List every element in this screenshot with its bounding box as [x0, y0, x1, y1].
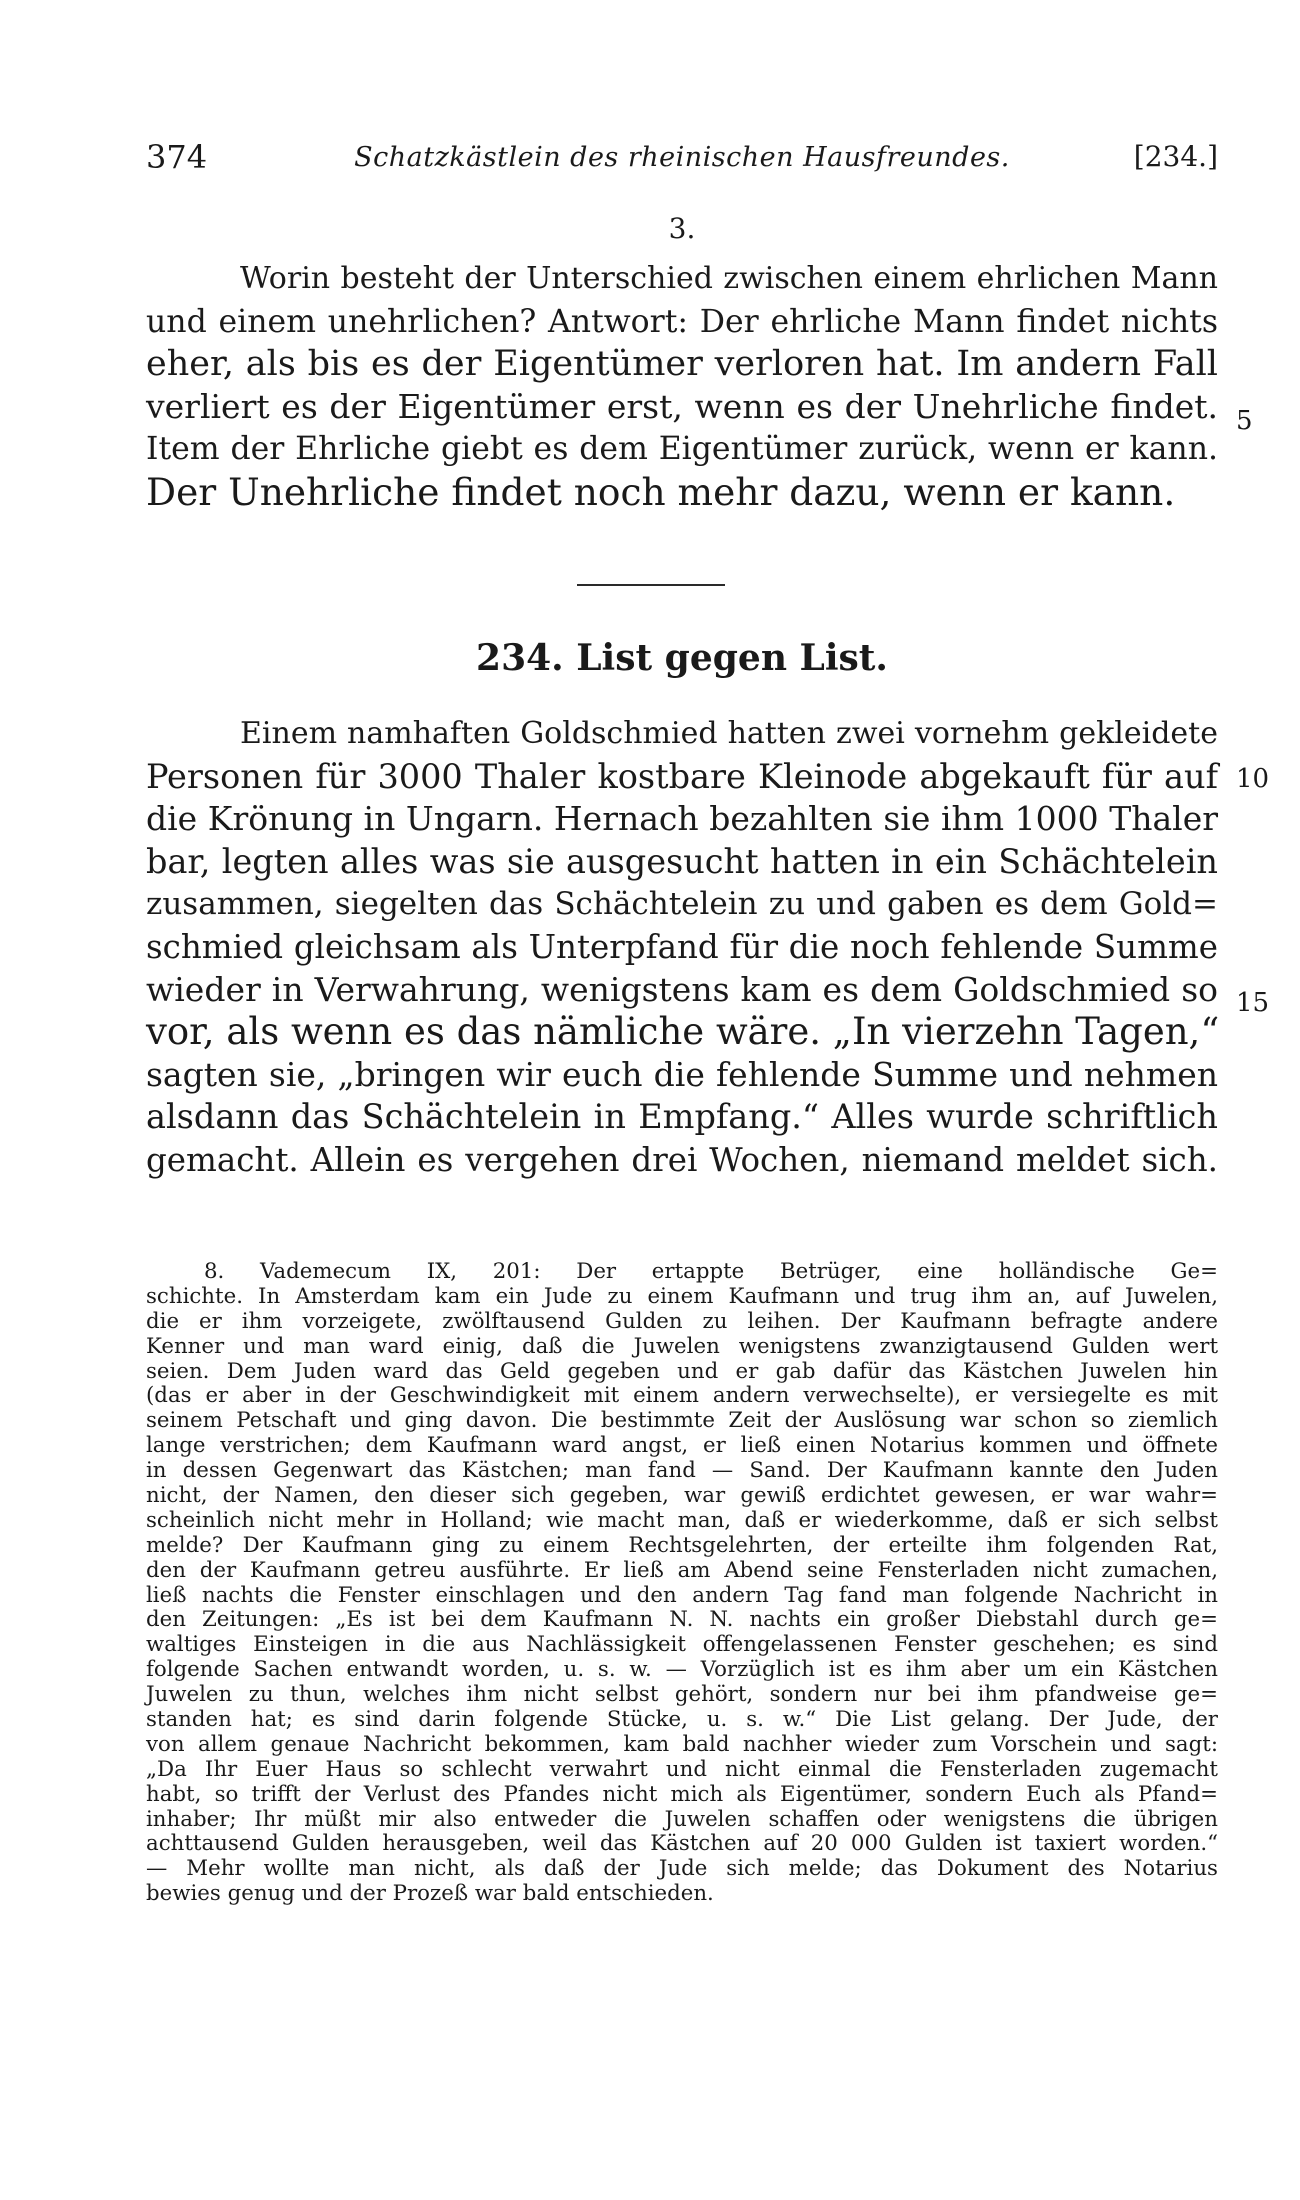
bracket-number: [234.]: [1133, 140, 1218, 173]
text-line: Item der Ehrliche giebt es dem Eigentümer zurück, wenn er kann.: [146, 431, 1218, 468]
footnote-line: schichte. In Amsterdam kam ein Jude zu einem Kaufmann und trug ihm an, auf Juwelen,: [146, 1283, 1218, 1309]
footnote-line: 8. Vademecum IX, 201: Der ertappte Betrüger, eine holländische Ge=: [204, 1259, 1218, 1284]
text-line: bar, legten alles was sie ausgesucht hatten in ein Schächtelein: [146, 841, 1218, 881]
page-header: [146, 138, 1218, 188]
footnote-line: folgende Sachen entwandt worden, u. s. w. — Vorzüglich ist es ihm aber um ein Kästchen: [146, 1657, 1218, 1683]
section-number: 3.: [668, 212, 696, 245]
text-line: wieder in Verwahrung, wenigstens kam es dem Goldschmied so: [146, 969, 1218, 1009]
footnote-line: nicht, der Namen, den dieser sich gegeben, war gewiß erdichtet gewesen, er war wahr=: [146, 1483, 1218, 1509]
footnote: [146, 1260, 1218, 1907]
text-line: Einem namhaften Goldschmied hatten zwei vornehm gekleidete: [240, 716, 1218, 751]
page-number: 374: [146, 138, 208, 176]
footnote-line: in dessen Gegenwart das Kästchen; man fand — Sand. Der Kaufmann kannte den Juden: [146, 1458, 1218, 1484]
footnote-line: Juwelen zu thun, welches ihm nicht selbst gehört, sondern nur bei ihm pfandweise ge=: [146, 1682, 1218, 1708]
footnote-line: den der Kaufmann getreu ausführte. Er ließ am Abend seine Fensterladen nicht zumachen,: [146, 1557, 1218, 1583]
text-line: sagten sie, „bringen wir euch die fehlende Summe und nehmen: [146, 1054, 1218, 1094]
section-title: 234. List gegen List.: [476, 637, 888, 679]
text-line: eher, als bis es der Eigentümer verloren hat. Im andern Fall: [146, 344, 1218, 385]
footnote-line: standen hat; es sind darin folgende Stücke, u. s. w.“ Die List gelang. Der Jude, der: [146, 1707, 1218, 1733]
text-line: vor, als wenn es das nämliche wäre. „In vierzehn Tagen,“: [146, 1010, 1220, 1054]
text-line: alsdann das Schächtelein in Empfang.“ Alles wurde schriftlich: [146, 1097, 1218, 1137]
text-line: zusammen, siegelten das Schächtelein zu und gaben es dem Gold=: [146, 886, 1218, 923]
footnote-line: scheinlich nicht mehr in Holland; wie macht man, daß er wiederkomme, daß er sich selbst: [146, 1507, 1218, 1533]
footnote-line: die er ihm vorzeigete, zwölftausend Gulden zu leihen. Der Kaufmann befragte andere: [146, 1308, 1218, 1334]
footnote-line: habt, so trifft der Verlust des Pfandes nicht mich als Eigentümer, sondern Euch als Pfand=: [146, 1781, 1218, 1807]
footnote-line: „Da Ihr Euer Haus so schlecht verwahrt und nicht einmal die Fensterladen zugemacht: [146, 1756, 1218, 1782]
margin-line-number: 15: [1236, 988, 1270, 1018]
footnote-line: Kenner und man ward einig, daß die Juwelen wenigstens zwanzigtausend Gulden wert: [146, 1333, 1218, 1359]
section-divider: [577, 584, 725, 586]
text-line: schmied gleichsam als Unterpfand für die noch fehlende Summe: [146, 927, 1218, 966]
footnote-line: seien. Dem Juden ward das Geld gegeben und er gab dafür das Kästchen Juwelen hin: [146, 1358, 1218, 1384]
text-line: Personen für 3000 Thaler kostbare Kleinode abgekauft für auf: [146, 756, 1218, 796]
text-line: verliert es der Eigentümer erst, wenn es der Unehrliche findet.: [146, 386, 1218, 426]
text-line: die Krönung in Ungarn. Hernach bezahlten sie ihm 1000 Thaler: [146, 799, 1218, 839]
text-line: Worin besteht der Unterschied zwischen einem ehrlichen Mann: [240, 261, 1218, 296]
footnote-line: von allem genaue Nachricht bekommen, kam bald nachher wieder zum Vorschein und sagt:: [146, 1731, 1218, 1757]
footnote-line: lange verstrichen; dem Kaufmann ward angst, er ließ einen Notarius kommen und öffnete: [146, 1433, 1218, 1459]
text-line: gemacht. Allein es vergehen drei Wochen, niemand meldet sich.: [146, 1140, 1218, 1179]
footnote-line: seinem Petschaft und ging davon. Die bestimmte Zeit der Auslösung war schon so ziemlich: [146, 1408, 1218, 1434]
text-line: und einem unehrlichen? Antwort: Der ehrliche Mann findet nichts: [146, 303, 1218, 340]
section-2-text: [146, 713, 1218, 1182]
footnote-line: melde? Der Kaufmann ging zu einem Rechtsgelehrten, der erteilte ihm folgenden Rat,: [146, 1532, 1218, 1558]
footnote-line: achttausend Gulden herausgeben, weil das Kästchen auf 20 000 Gulden ist taxiert worden.“: [146, 1831, 1218, 1857]
footnote-line: (das er aber in der Geschwindigkeit mit einem andern verwechselte), er versiegelte es mit: [146, 1383, 1218, 1409]
footnote-line: — Mehr wollte man nicht, als daß der Jude sich melde; das Dokument des Notarius: [146, 1856, 1218, 1882]
margin-line-number: 10: [1236, 764, 1270, 794]
footnote-line: inhaber; Ihr müßt mir also entweder die Juwelen schaffen oder wenigstens die übrigen: [146, 1806, 1218, 1832]
margin-line-number: 5: [1236, 406, 1253, 436]
footnote-line: waltiges Einsteigen in die aus Nachlässigkeit offengelassenen Fenster geschehen; es sind: [146, 1632, 1218, 1658]
footnote-line: bewies genug und der Prozeß war bald entschieden.: [146, 1881, 714, 1907]
text-line: Der Unehrliche findet noch mehr dazu, wenn er kann.: [146, 469, 1176, 514]
running-title: Schatzkästlein des rheinischen Hausfreundes.: [354, 142, 1010, 173]
footnote-line: den Zeitungen: „Es ist bei dem Kaufmann N. N. nachts ein großer Diebstahl durch ge=: [146, 1607, 1218, 1633]
footnote-line: ließ nachts die Fenster einschlagen und den andern Tag fand man folgende Nachricht in: [146, 1582, 1218, 1608]
section-1-text: [146, 258, 1218, 514]
